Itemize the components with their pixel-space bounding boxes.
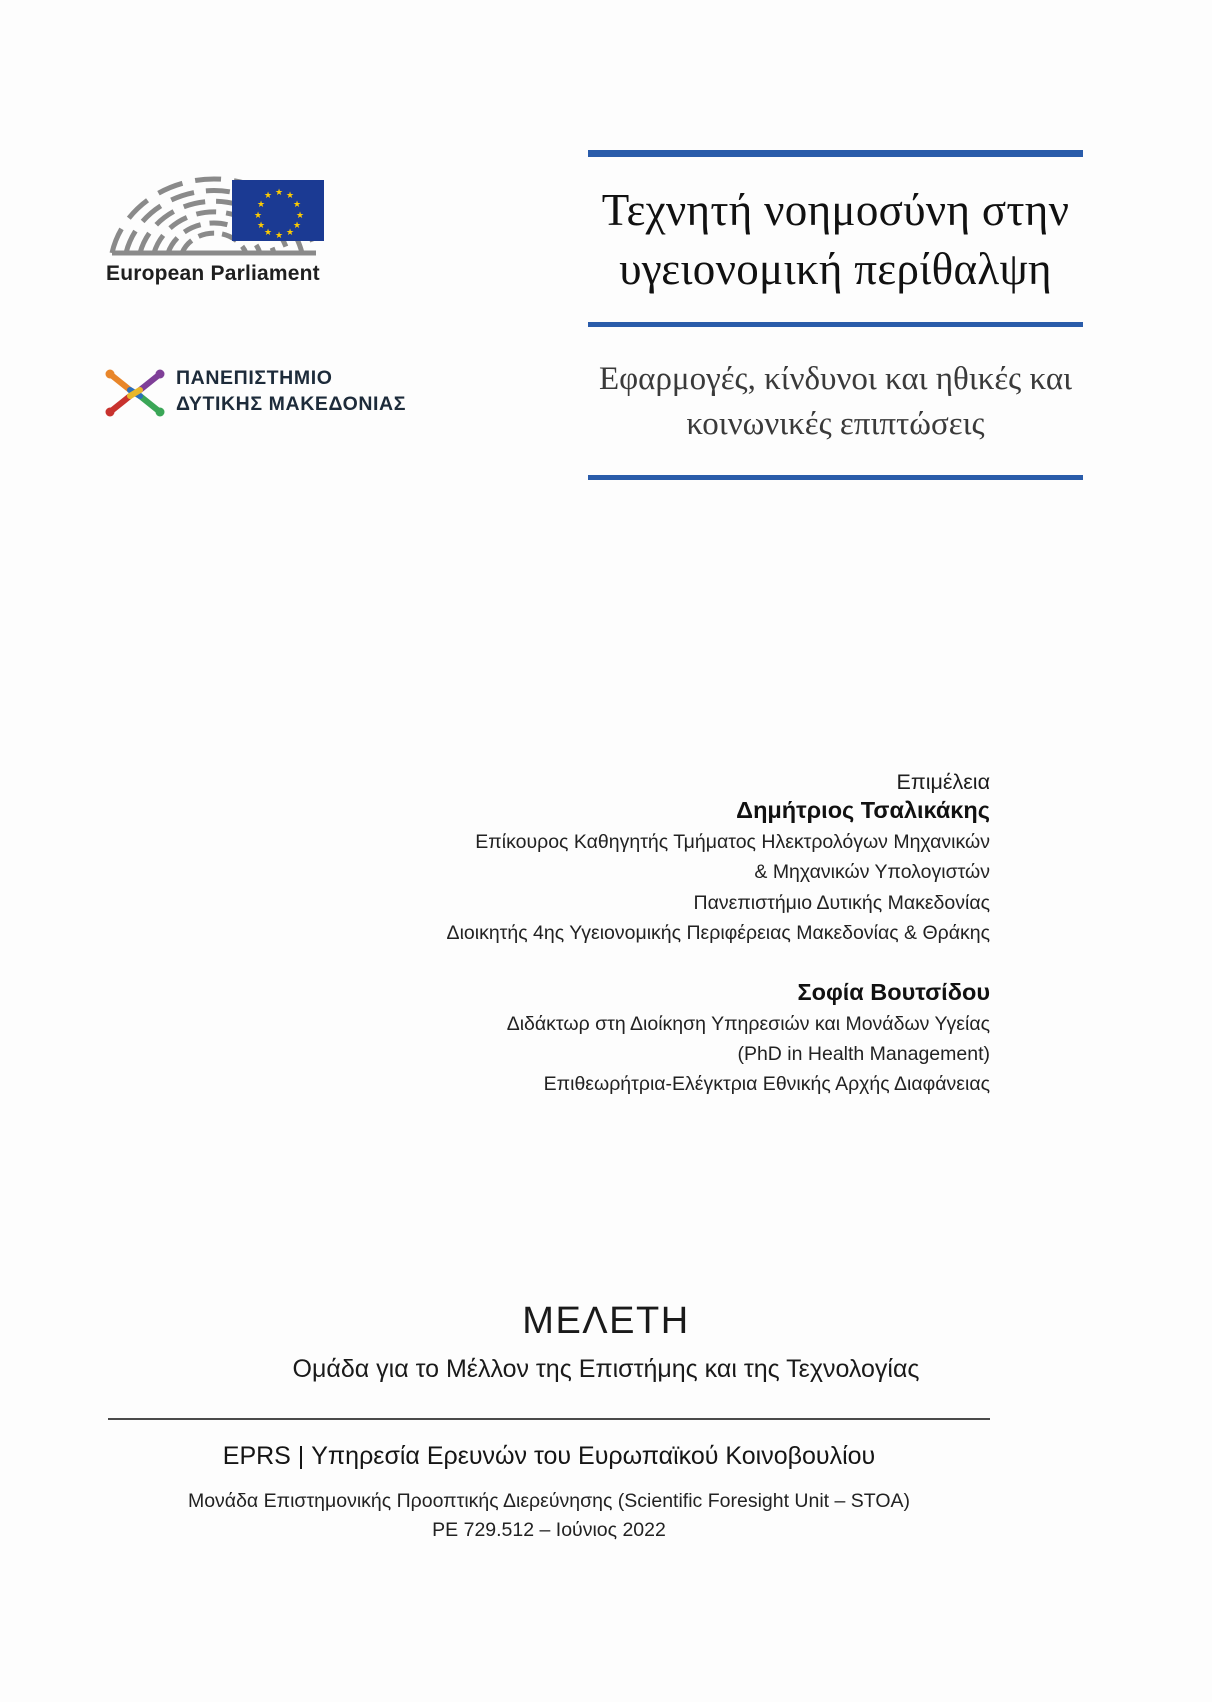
footer-unit: Μονάδα Επιστημονικής Προοπτικής Διερεύνησης (Scientific Foresight Unit – STOA)	[187, 1490, 911, 1512]
editors-block	[310, 770, 990, 1100]
eu-flag-icon: ★ ★ ★ ★ ★ ★ ★ ★ ★ ★ ★ ★	[232, 180, 324, 241]
title-rule-bottom	[588, 475, 1083, 480]
study-type: ΜΕΛΕΤΗ	[522, 1300, 690, 1342]
editor-entry	[310, 797, 990, 949]
study-panel-name: Ομάδα για το Μέλλον της Επιστήμης και της Τεχνολογίας	[292, 1355, 920, 1383]
logo-block	[104, 150, 504, 415]
university-logo	[104, 362, 504, 432]
footer-block	[108, 1418, 990, 1546]
university-name-line2: ΔΥΤΙΚΗΣ ΜΑΚΕΔΟΝΙΑΣ	[176, 392, 407, 415]
editor-name: Δημήτριος Τσαλικάκης	[736, 797, 990, 823]
editor-affiliation: (PhD in Health Management)	[737, 1043, 990, 1066]
editor-affiliation: Πανεπιστήμιο Δυτικής Μακεδονίας	[693, 891, 990, 914]
university-name	[176, 366, 406, 417]
editor-entry	[310, 979, 990, 1100]
editor-affiliation: Επιθεωρήτρια-Ελέγκτρια Εθνικής Αρχής Διαφάνειας	[543, 1073, 990, 1096]
study-block	[0, 1300, 1212, 1384]
title-panel	[588, 150, 1083, 480]
footer-organisation: EPRS | Υπηρεσία Ερευνών του Ευρωπαϊκού Κοινοβουλίου	[222, 1442, 876, 1470]
european-parliament-logo	[104, 150, 434, 285]
university-name-line1: ΠΑΝΕΠΙΣΤΗΜΙΟ	[176, 367, 333, 389]
title-rule-top	[588, 150, 1083, 157]
editor-affiliation: & Μηχανικών Υπολογιστών	[754, 861, 990, 884]
uowm-knot-icon	[104, 366, 166, 420]
page-subtitle: Εφαρμογές, κίνδυνοι και ηθικές και κοινωνικές επιπτώσεις	[598, 360, 1073, 442]
editors-label: Επιμέλεια	[896, 770, 990, 794]
editors-spacer	[310, 949, 990, 979]
editor-affiliation: Διοικητής 4ης Υγειονομικής Περιφέρειας Μακεδονίας & Θράκης	[446, 922, 990, 945]
footer-divider	[108, 1418, 990, 1420]
editor-affiliation: Διδάκτωρ στη Διοίκηση Υπηρεσιών και Μονάδων Υγείας	[506, 1012, 990, 1035]
european-parliament-label: European Parliament	[106, 262, 320, 285]
page-title: Τεχνητή νοημοσύνη στην υγειονομική περίθαλψη	[601, 185, 1070, 295]
editor-name: Σοφία Βουτσίδου	[797, 978, 990, 1005]
footer-reference: PE 729.512 – Ιούνιος 2022	[432, 1519, 666, 1542]
editor-affiliation: Επίκουρος Καθηγητής Τμήματος Ηλεκτρολόγων Μηχανικών	[475, 831, 990, 853]
